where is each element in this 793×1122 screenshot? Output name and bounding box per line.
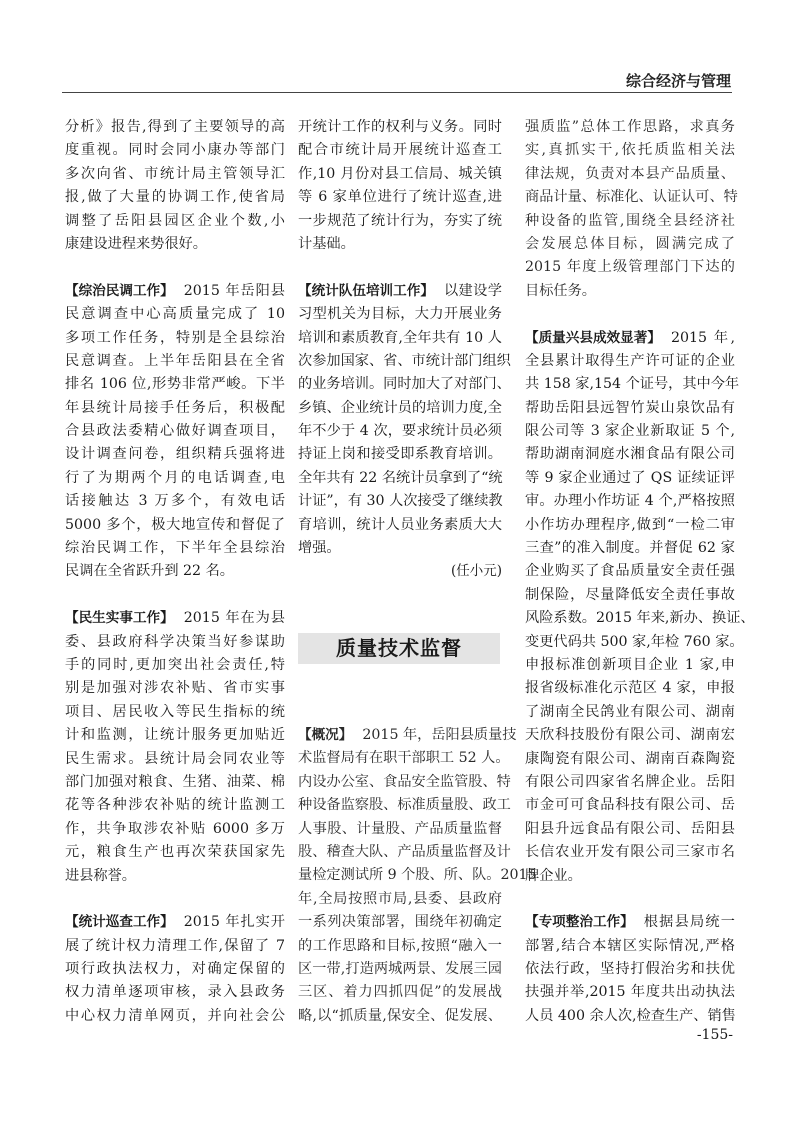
text-line: 进县称誉。 bbox=[65, 867, 136, 884]
paragraph-gap bbox=[65, 256, 285, 279]
paragraph-heading: 【综治民调工作】 bbox=[65, 282, 174, 299]
paragraph-first-line bbox=[525, 911, 735, 934]
text-line: 阳县升远食品有限公司、岳阳县 bbox=[525, 820, 735, 837]
text-line: 排名 106 位,形势非常严峻。下半 bbox=[65, 376, 285, 393]
text-line: 部署,结合本辖区实际情况,严格 bbox=[525, 937, 735, 954]
running-header-section: 综合经济与管理 bbox=[625, 72, 731, 90]
text-line: 报省级标准化示范区 4 家，申报 bbox=[525, 680, 735, 697]
text-line: 设计调查问卷，组织精兵强将进 bbox=[65, 446, 285, 463]
text-line: 等 9 家企业通过了 QS 证续证评 bbox=[525, 469, 735, 486]
text-line: 三区、着力四抓四促”的发展战 bbox=[298, 984, 502, 1001]
text-line: 等 6 家单位进行了统计巡查,进 bbox=[298, 189, 502, 206]
paragraph-gap bbox=[65, 888, 285, 911]
text-line: 2015 年度上级管理部门下达的 bbox=[525, 259, 735, 276]
text-line: 审。办理小作坊证 4 个,严格按照 bbox=[525, 493, 735, 510]
text-line: 2015 年岳阳县 bbox=[183, 282, 285, 299]
text-line: 作,10 月份对县工信局、城关镇 bbox=[298, 165, 502, 182]
text-line: 育培训，统计人员业务素质大大 bbox=[298, 516, 502, 533]
text-line: 2015 年在为县 bbox=[183, 610, 285, 627]
text-line: 帮助岳阳县远智竹炭山泉饮品有 bbox=[525, 399, 735, 416]
text-line: 5000 多个，极大地宣传和督促了 bbox=[65, 516, 285, 533]
text-line: 报,做了大量的协调工作,使省局 bbox=[65, 189, 285, 206]
text-line: 三查”的准入制度。并督促 62 家 bbox=[525, 540, 735, 557]
paragraph bbox=[525, 116, 738, 303]
text-line: 别是加强对涉农补贴、省市实事 bbox=[65, 680, 285, 697]
text-line: 花等各种涉农补贴的统计监测工 bbox=[65, 797, 285, 814]
text-line: 元，粮食生产也再次荣获国家先 bbox=[65, 844, 285, 861]
text-line: 长信农业开发有限公司三家市名 bbox=[525, 844, 735, 861]
text-line: 根据县局统一 bbox=[643, 914, 735, 931]
text-line: 培训和素质教育,全年共有 10 人 bbox=[298, 329, 502, 346]
text-line: 量检定测试所 9 个股、所、队。2015 bbox=[298, 867, 537, 884]
author-credit: (任小元) bbox=[450, 563, 502, 580]
text-line: 扶强并举,2015 年度共出动执法 bbox=[525, 984, 735, 1001]
text-line: 限公司等 3 家企业新取证 5 个, bbox=[525, 423, 735, 440]
text-line: 部门加强对粮食、生猪、油菜、棉 bbox=[65, 773, 285, 790]
text-line: 天欣科技股份有限公司、湖南宏 bbox=[525, 727, 735, 744]
text-line: 以建设学 bbox=[443, 282, 502, 299]
paragraph-heading: 【质量兴县成效显著】 bbox=[525, 329, 661, 346]
text-line: 区一带,打造两城两景、发展三园 bbox=[298, 960, 502, 977]
text-line: 变更代码共 500 家,年检 760 家。 bbox=[525, 633, 744, 650]
section-body bbox=[298, 724, 537, 1028]
column-3 bbox=[525, 116, 755, 1028]
text-line: 人事股、计量股、产品质量监督 bbox=[298, 820, 502, 837]
text-line: 内设办公室、食品安全监管股、特 bbox=[298, 773, 511, 790]
text-line: 商品计量、标准化、认证认可、特 bbox=[525, 189, 738, 206]
text-line: 配合市统计局开展统计巡查工 bbox=[298, 142, 502, 159]
text-line: 次参加国家、省、市统计部门组织 bbox=[298, 352, 511, 369]
text-line: 一系列决策部署，围绕年初确定 bbox=[298, 914, 502, 931]
text-line: 全县累计取得生产许可证的企业 bbox=[525, 352, 735, 369]
text-line: 计基础。 bbox=[298, 235, 355, 252]
paragraph bbox=[298, 116, 502, 256]
text-line: 作，共争取涉农补贴 6000 多万 bbox=[65, 820, 285, 837]
text-line: 种设备监察股、标准质量股、政工 bbox=[298, 797, 511, 814]
text-line: 民意调查中心高质量完成了 10 bbox=[65, 306, 285, 323]
paragraph bbox=[65, 911, 285, 1028]
paragraph bbox=[525, 327, 755, 888]
text-line: 民意调查。上半年岳阳县在全省 bbox=[65, 352, 285, 369]
paragraph-first-line bbox=[525, 327, 735, 350]
text-line: 略,以“抓质量,保安全、促发展、 bbox=[298, 1007, 502, 1024]
text-line: 2015 年扎实开 bbox=[183, 914, 285, 931]
text-line: 的工作思路和目标,按照“融入一 bbox=[298, 937, 502, 954]
text-line: 项目、居民收入等民生指标的统 bbox=[65, 703, 285, 720]
text-line: 康陶瓷有限公司、湖南百森陶瓷 bbox=[525, 750, 735, 767]
text-line: 展了统计权力清理工作,保留了 7 bbox=[65, 937, 285, 954]
paragraph-gap bbox=[298, 256, 502, 279]
text-line: 风险系数。2015 年来,新办、换证、 bbox=[525, 610, 755, 627]
text-line: 计和监测，让统计服务更加贴近 bbox=[65, 727, 285, 744]
text-line: 合县政法委精心做好调查项目， bbox=[65, 423, 285, 440]
page-number: -155- bbox=[696, 1027, 733, 1043]
text-line: 乡镇、企业统计员的培训力度,全 bbox=[298, 399, 502, 416]
text-line: 项行政执法权力，对确定保留的 bbox=[65, 961, 285, 978]
text-line: 申报标准创新项目企业 1 家,申 bbox=[525, 656, 735, 673]
paragraph bbox=[298, 724, 537, 1028]
text-line: 增强。 bbox=[298, 540, 341, 557]
text-line: 人员 400 余人次,检查生产、销售 bbox=[525, 1007, 736, 1024]
text-line: 多项工作任务，特别是全县综治 bbox=[65, 329, 285, 346]
text-line: 帮助湖南洞庭水湘食品有限公司 bbox=[525, 446, 735, 463]
text-line: 话接触达 3 万多个，有效电话 bbox=[65, 493, 285, 510]
text-line: 行了为期两个月的电话调查,电 bbox=[65, 469, 285, 486]
text-line: 种设备的监管,围绕全县经济社 bbox=[525, 212, 735, 229]
paragraph-first-line bbox=[65, 607, 285, 630]
text-line: 的业务培训。同时加大了对部门、 bbox=[298, 376, 511, 393]
text-line: 手的同时,更加突出社会责任,特 bbox=[65, 656, 285, 673]
paragraph bbox=[65, 607, 285, 888]
text-line: 依法行政，坚持打假治劣和扶优 bbox=[525, 961, 735, 978]
text-line: 制保险，尽量降低安全责任事故 bbox=[525, 586, 735, 603]
text-line: 民生需求。县统计局会同农业等 bbox=[65, 750, 285, 767]
text-line: 律法规，负责对本县产品质量、 bbox=[525, 165, 735, 182]
column-1 bbox=[65, 116, 285, 1028]
text-line: 委、县政府科学决策当好参谋助 bbox=[65, 633, 285, 650]
paragraph-heading: 【概况】 bbox=[298, 727, 353, 743]
text-line: 度重视。同时会同小康办等部门 bbox=[65, 142, 285, 159]
text-line: 康建设进程来势很好。 bbox=[65, 235, 207, 252]
paragraph-first-line bbox=[298, 724, 517, 747]
text-line: 中心权力清单网页，并向社会公 bbox=[65, 1007, 285, 1024]
section-title: 质量技术监督 bbox=[298, 633, 500, 664]
paragraph bbox=[298, 280, 511, 561]
paragraph bbox=[525, 911, 735, 1028]
paragraph-first-line bbox=[65, 911, 285, 934]
header-divider bbox=[62, 92, 732, 93]
text-line: 年,全局按照市局,县委、县政府 bbox=[298, 890, 502, 907]
column-2 bbox=[298, 116, 511, 584]
text-line: 了湖南全民鸽业有限公司、湖南 bbox=[525, 703, 735, 720]
text-line: 共 158 家,154 个证号，其中今年 bbox=[525, 376, 740, 393]
text-line: 术监督局有在职干部职工 52 人。 bbox=[298, 750, 510, 767]
paragraph-gap bbox=[525, 888, 735, 911]
text-line: 有限公司四家省名牌企业。岳阳 bbox=[525, 773, 735, 790]
text-line: 调整了岳阳县园区企业个数,小 bbox=[65, 212, 285, 229]
paragraph-heading: 【民生实事工作】 bbox=[65, 610, 174, 627]
paragraph bbox=[65, 116, 285, 256]
text-line: 全年共有 22 名统计员拿到了“统 bbox=[298, 469, 503, 486]
paragraph-heading: 【专项整治工作】 bbox=[525, 914, 634, 931]
text-line: 会发展总体目标，圆满完成了 bbox=[525, 235, 735, 252]
text-line: 年县统计局接手任务后，积极配 bbox=[65, 399, 285, 416]
text-line: 实,真抓实干,依托质监相关法 bbox=[525, 142, 735, 159]
paragraph-heading: 【统计巡查工作】 bbox=[65, 914, 174, 931]
text-line: 强质监”总体工作思路，求真务 bbox=[525, 119, 735, 135]
text-line: 持证上岗和接受即系教育培训。 bbox=[298, 446, 502, 463]
paragraph-gap bbox=[65, 584, 285, 607]
text-line: 分析》报告,得到了主要领导的高 bbox=[65, 119, 285, 135]
text-line: 多次向省、市统计局主管领导汇 bbox=[65, 165, 285, 182]
paragraph-first-line bbox=[65, 280, 285, 303]
paragraph bbox=[65, 280, 285, 584]
text-line: 开统计工作的权利与义务。同时 bbox=[298, 119, 502, 135]
text-line: 目标任务。 bbox=[525, 282, 596, 299]
text-line: 企业购买了食品质量安全责任强 bbox=[525, 563, 735, 580]
paragraph-gap bbox=[525, 303, 735, 326]
text-line: 牌企业。 bbox=[525, 867, 582, 884]
text-line: 年不少于 4 次，要求统计员必须 bbox=[298, 423, 502, 440]
text-line: 综治民调工作，下半年全县综治 bbox=[65, 540, 285, 557]
text-line: 计证”，有 30 人次接受了继续教 bbox=[298, 493, 503, 510]
paragraph-heading: 【统计队伍培训工作】 bbox=[298, 282, 434, 299]
text-line: 一步规范了统计行为，夯实了统 bbox=[298, 212, 502, 229]
text-line: 股、稽查大队、产品质量监督及计 bbox=[298, 843, 511, 860]
text-line: 2015 年, bbox=[670, 329, 735, 346]
text-line: 2015 年，岳阳县质量技 bbox=[362, 727, 517, 743]
text-line: 市金可可食品科技有限公司、岳 bbox=[525, 797, 735, 814]
text-line: 民调在全省跃升到 22 名。 bbox=[65, 563, 234, 580]
text-line: 习型机关为目标，大力开展业务 bbox=[298, 306, 502, 323]
text-line: 小作坊办理程序,做到“一检二审 bbox=[525, 516, 735, 533]
text-line: 权力清单逐项审核，录入县政务 bbox=[65, 984, 285, 1001]
paragraph-first-line bbox=[298, 280, 502, 303]
